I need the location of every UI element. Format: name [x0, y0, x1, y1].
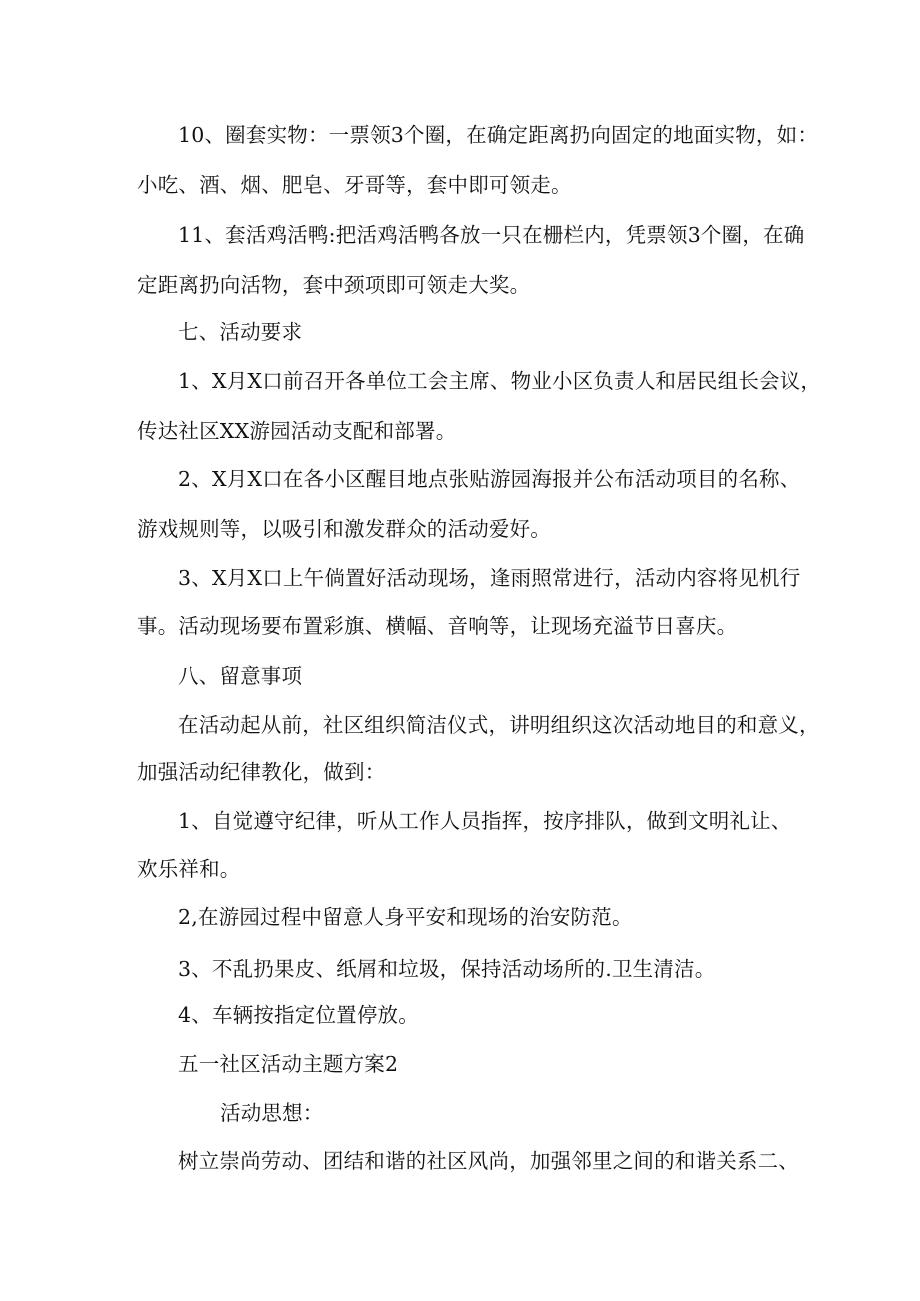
paragraph-line: 3、不乱扔果皮、纸屑和垃圾，保持活动场所的.卫生清洁。 — [178, 957, 716, 981]
paragraph-line: 加强活动纪律教化，做到： — [137, 760, 386, 784]
paragraph-line: 小吃、酒、烟、肥皂、牙哥等，套中即可领走。 — [137, 173, 572, 197]
paragraph-line: 事。活动现场要布置彩旗、横幅、音响等，让现场充溢节日喜庆。 — [137, 614, 738, 638]
paragraph-line: 传达社区XX游园活动支配和部署。 — [137, 419, 457, 443]
paragraph-line: 2,在游园过程中留意人身平安和现场的治安防范。 — [178, 905, 633, 929]
document-title: 五一社区活动主题方案2 — [178, 1052, 399, 1076]
section-heading: 八、留意事项 — [178, 664, 303, 688]
paragraph-line: 4、车辆按指定位置停放。 — [178, 1003, 419, 1027]
paragraph-line: 10、圈套实物：一票领3个圈，在确定距离扔向固定的地面实物，如： — [178, 123, 819, 147]
paragraph-line: 3、X月X口上午倘置好活动现场，逢雨照常进行，活动内容将见机行 — [178, 566, 801, 590]
section-heading: 七、活动要求 — [178, 320, 303, 344]
subsection-heading: 活动思想： — [220, 1101, 324, 1125]
paragraph-line: 定距离扔向活物，套中颈项即可领走大奖。 — [137, 273, 531, 297]
paragraph-line: 在活动起从前，社区组织简洁仪式，讲明组织这次活动地目的和意义， — [178, 713, 820, 737]
paragraph-line: 游戏规则等，以吸引和激发群众的活动爱好。 — [137, 517, 551, 541]
paragraph-line: 欢乐祥和。 — [137, 857, 241, 881]
paragraph-line: 1、自觉遵守纪律，听从工作人员指挥，按序排队，做到文明礼让、 — [178, 809, 792, 833]
paragraph-line: 2、X月X口在各小区醒目地点张贴游园海报并公布活动项目的名称、 — [178, 467, 801, 491]
paragraph-line: 1、X月X口前召开各单位工会主席、物业小区负责人和居民组长会议， — [178, 369, 822, 393]
paragraph-line: 树立崇尚劳动、团结和谐的社区风尚，加强邻里之间的和谐关系二、 — [178, 1149, 799, 1173]
paragraph-line: 11、套活鸡活鸭:把活鸡活鸭各放一只在栅栏内，凭票领3个圈，在确 — [178, 223, 805, 247]
